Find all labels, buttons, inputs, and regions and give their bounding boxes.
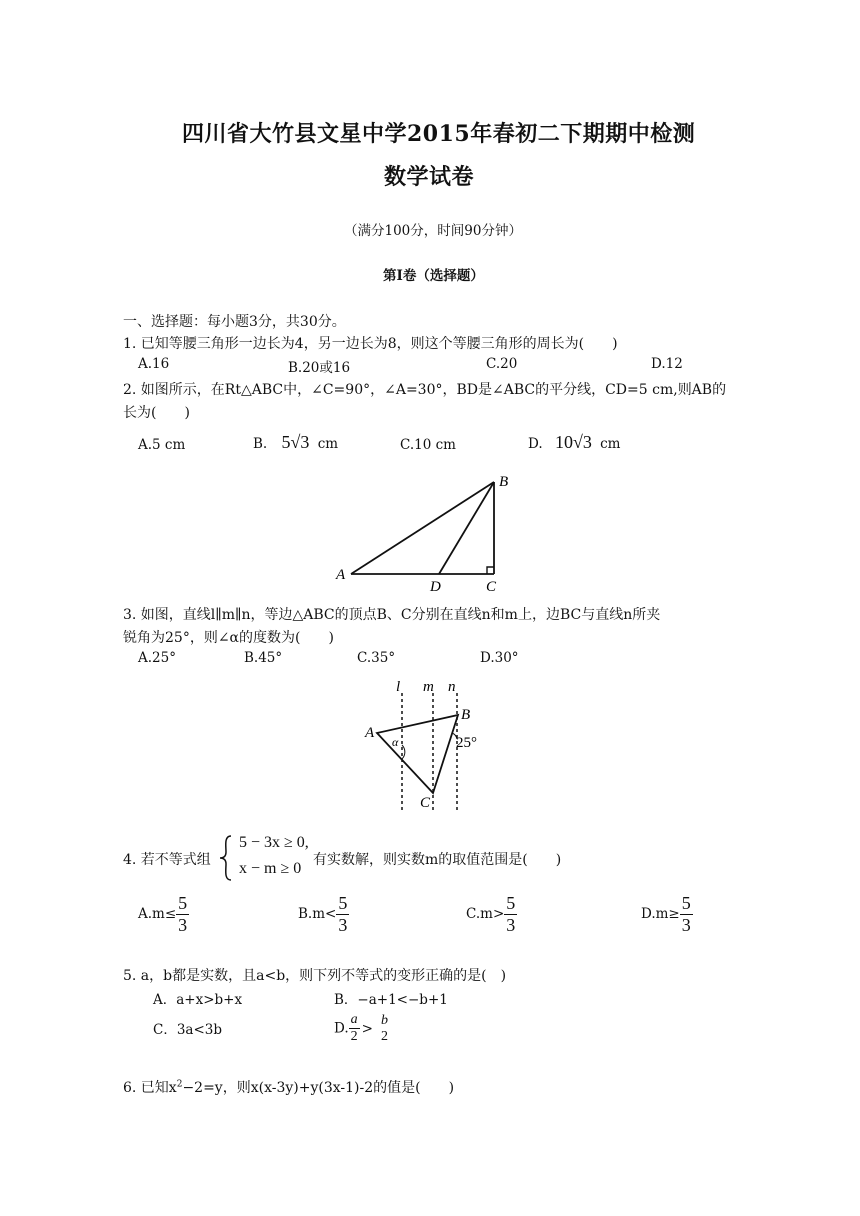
- q4-option-c-label: C.m>: [466, 906, 505, 923]
- q2-option-b-value: 5√3: [281, 432, 310, 452]
- q3-option-d: D.30°: [480, 650, 519, 666]
- q4-option-d-label: D.m≥: [641, 906, 680, 923]
- q4-option-d-fraction: $\frac{5}{3}$: [681, 893, 691, 935]
- q2-fig-label-b: B: [499, 474, 509, 490]
- q1-option-a: A.16: [138, 356, 170, 372]
- q2-fig-label-a: A: [336, 567, 346, 583]
- q4-option-b-fraction: $\frac{5}{3}$: [338, 893, 348, 935]
- q3-fig-label-c: C: [420, 795, 431, 811]
- q4-brace-icon: [218, 834, 234, 882]
- q3-fig-label-l: l: [396, 679, 401, 695]
- exam-title: 四川省大竹县文星中学2015年春初二下期期中检测: [182, 121, 696, 147]
- q1-stem: 1. 已知等腰三角形一边长为4，另一边长为8，则这个等腰三角形的周长为( ): [123, 336, 618, 352]
- q3-fig-label-n: n: [448, 679, 456, 695]
- q4-prefix: 4. 若不等式组: [123, 852, 211, 868]
- q2-stem-line2: 长为( ): [123, 405, 190, 421]
- q3-fig-label-a: A: [365, 725, 375, 741]
- q3-stem-line1: 3. 如图，直线l∥m∥n，等边△ABC的顶点B、C分别在直线n和m上，边BC与直线n所夹: [123, 607, 661, 623]
- q2-option-a: A.5 cm: [138, 437, 186, 453]
- q4-system-line1: 5 − 3x ≥ 0,: [239, 834, 309, 851]
- q5-option-d-fraction-1: $\frac{a}{2}$: [350, 1012, 358, 1045]
- q5-option-d-label: D.: [334, 1020, 349, 1037]
- q3-option-c: C.35°: [357, 650, 396, 666]
- q4-option-b-label: B.m<: [298, 906, 337, 923]
- q4-option-a: [138, 893, 189, 935]
- q1-option-c: C.20: [486, 356, 518, 372]
- q3-stem-line2: 锐角为25°，则∠α的度数为( ): [123, 630, 334, 646]
- q6-stem-pre: 6. 已知x: [123, 1080, 177, 1096]
- q2-option-d-value: 10√3: [554, 432, 592, 452]
- exam-note: （满分100分，时间90分钟）: [344, 223, 522, 239]
- part-heading: 一、选择题：每小题3分，共30分。: [123, 314, 346, 330]
- q3-option-a: A.25°: [138, 650, 176, 666]
- q4-option-c-fraction: $\frac{5}{3}$: [506, 893, 516, 935]
- q3-option-b: B.45°: [244, 650, 283, 666]
- q2-option-b-label: B.: [253, 436, 268, 452]
- q6-stem-sup: 2: [176, 1079, 183, 1090]
- q2-option-b-unit: cm: [317, 436, 339, 452]
- q6-stem: [123, 1077, 454, 1097]
- q5-option-c: C．3a<3b: [153, 1022, 223, 1038]
- q2-fig-label-c: C: [486, 579, 497, 595]
- q4-option-a-label: A.m≤: [138, 906, 177, 923]
- q5-option-d-relation: >: [361, 1020, 373, 1037]
- q2-option-c: C.10 cm: [400, 437, 456, 453]
- q3-fig-label-m: m: [423, 679, 434, 695]
- q1-option-b: B.20或16: [288, 360, 351, 376]
- q2-fig-label-d: D: [430, 579, 441, 595]
- exam-subtitle: 数学试卷: [384, 164, 475, 190]
- q2-option-d: [528, 432, 621, 453]
- q3-fig-label-b: B: [461, 707, 471, 723]
- q6-stem-post: −2=y，则x(x-3y)+y(3x-1)-2的值是( ): [182, 1080, 455, 1096]
- q5-option-d-fraction-2: b 2: [380, 1012, 388, 1044]
- q1-option-d: D.12: [651, 356, 683, 372]
- q4-option-b: [298, 893, 349, 935]
- q5-option-d: [334, 1012, 390, 1045]
- q4-option-d: [641, 893, 693, 935]
- q2-option-b: [253, 432, 338, 453]
- q2-triangle-figure: [330, 470, 520, 595]
- section-title: 第Ⅰ卷（选择题）: [383, 268, 484, 284]
- q5-option-a: A．a+x>b+x: [153, 992, 243, 1008]
- q4-option-a-fraction: $\frac{5}{3}$: [178, 893, 188, 935]
- q3-fig-label-angle: 25°: [456, 735, 477, 751]
- q4-suffix: 有实数解，则实数m的取值范围是( ): [313, 852, 562, 868]
- q3-fig-label-alpha: α: [392, 735, 399, 749]
- q3-parallel-lines-figure: [360, 675, 500, 820]
- q4-system-line2: x − m ≥ 0: [239, 860, 302, 877]
- q4-option-c: [466, 893, 517, 935]
- q2-stem-line1: 2. 如图所示，在Rt△ABC中，∠C=90°，∠A=30°，BD是∠ABC的平分线，CD=5 cm,则AB的: [123, 382, 727, 398]
- q2-option-d-label: D.: [528, 436, 543, 452]
- q5-option-b: B．−a+1<−b+1: [334, 992, 448, 1008]
- q5-stem: 5. a，b都是实数，且a<b，则下列不等式的变形正确的是( ): [123, 968, 507, 984]
- q2-option-d-unit: cm: [600, 436, 621, 452]
